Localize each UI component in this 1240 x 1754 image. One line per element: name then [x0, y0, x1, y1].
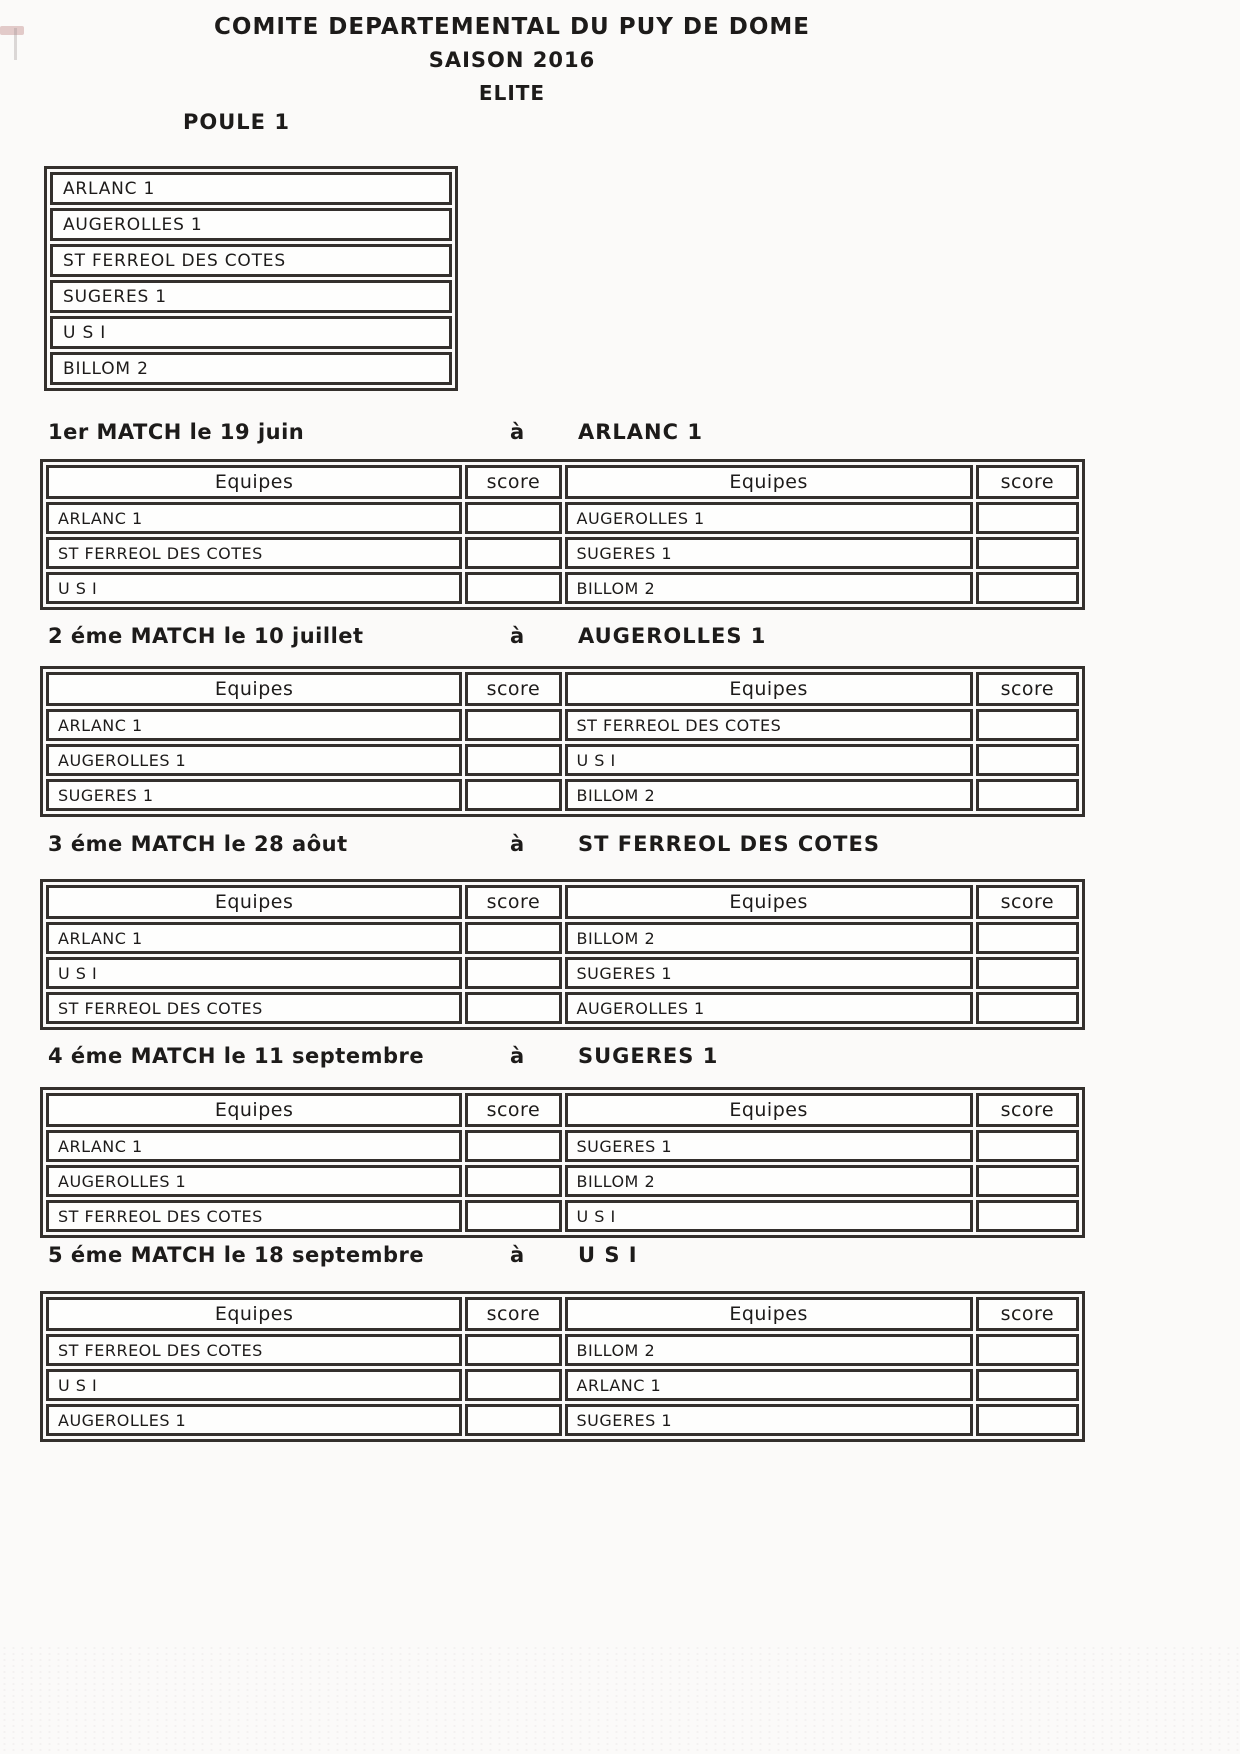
home-team-cell: ARLANC 1 — [46, 1130, 462, 1162]
table-header-row — [46, 672, 1079, 706]
away-team-cell: BILLOM 2 — [565, 922, 973, 954]
away-score-cell — [976, 744, 1079, 776]
home-score-cell — [465, 922, 561, 954]
away-team-cell: ST FERREOL DES COTES — [565, 709, 973, 741]
home-score-cell — [465, 1369, 561, 1401]
home-score-cell — [465, 709, 561, 741]
away-team-cell: AUGEROLLES 1 — [565, 992, 973, 1024]
score-header: score — [976, 885, 1079, 919]
equipes-header: Equipes — [46, 1297, 462, 1331]
away-score-cell — [976, 1165, 1079, 1197]
season-subtitle: SAISON 2016 — [428, 48, 596, 72]
match-1-at: à — [510, 420, 525, 444]
equipes-header: Equipes — [46, 1093, 462, 1127]
table-row — [46, 1369, 1079, 1401]
equipes-header: Equipes — [565, 1297, 973, 1331]
home-score-cell — [465, 1200, 561, 1232]
team-row — [50, 208, 452, 241]
away-score-cell — [976, 779, 1079, 811]
table-row — [46, 922, 1079, 954]
table-header-row — [46, 1297, 1079, 1331]
away-team-cell: SUGERES 1 — [565, 957, 973, 989]
match-4-at: à — [510, 1044, 525, 1068]
home-score-cell — [465, 1165, 561, 1197]
table-row — [46, 537, 1079, 569]
away-score-cell — [976, 992, 1079, 1024]
home-score-cell — [465, 744, 561, 776]
away-team-cell: BILLOM 2 — [565, 572, 973, 604]
table-row — [46, 1404, 1079, 1436]
match-5-at: à — [510, 1243, 525, 1267]
home-team-cell: AUGEROLLES 1 — [46, 744, 462, 776]
equipes-header: Equipes — [46, 465, 462, 499]
home-team-cell: AUGEROLLES 1 — [46, 1404, 462, 1436]
table-header-row — [46, 1093, 1079, 1127]
match-2-title: 2 éme MATCH le 10 juillet — [48, 624, 364, 648]
team-name: AUGEROLLES 1 — [50, 208, 452, 241]
match-3-at: à — [510, 832, 525, 856]
away-team-cell: U S I — [565, 744, 973, 776]
away-team-cell: SUGERES 1 — [565, 537, 973, 569]
team-name: BILLOM 2 — [50, 352, 452, 385]
score-header: score — [465, 1093, 561, 1127]
table-row — [46, 1130, 1079, 1162]
home-team-cell: ARLANC 1 — [46, 922, 462, 954]
away-score-cell — [976, 1130, 1079, 1162]
home-score-cell — [465, 1404, 561, 1436]
match-5-venue: U S I — [578, 1243, 638, 1267]
score-header: score — [976, 1093, 1079, 1127]
team-row — [50, 316, 452, 349]
score-header: score — [465, 465, 561, 499]
away-team-cell: BILLOM 2 — [565, 1334, 973, 1366]
table-row — [46, 502, 1079, 534]
home-score-cell — [465, 957, 561, 989]
team-row — [50, 352, 452, 385]
match-3-heading — [48, 832, 1148, 860]
table-row — [46, 744, 1079, 776]
away-score-cell — [976, 502, 1079, 534]
match-4-heading — [48, 1044, 1148, 1072]
score-header: score — [465, 1297, 561, 1331]
away-team-cell: BILLOM 2 — [565, 1165, 973, 1197]
equipes-header: Equipes — [565, 885, 973, 919]
away-score-cell — [976, 922, 1079, 954]
home-team-cell: U S I — [46, 1369, 462, 1401]
match-5-heading — [48, 1243, 1148, 1271]
equipes-header: Equipes — [46, 885, 462, 919]
table-row — [46, 779, 1079, 811]
match-3-table — [40, 879, 1085, 1030]
team-row — [50, 172, 452, 205]
table-row — [46, 992, 1079, 1024]
away-score-cell — [976, 1334, 1079, 1366]
table-header-row — [46, 465, 1079, 499]
team-list — [44, 166, 458, 391]
match-5-table — [40, 1291, 1085, 1442]
away-score-cell — [976, 1404, 1079, 1436]
table-row — [46, 957, 1079, 989]
away-score-cell — [976, 957, 1079, 989]
table-row — [46, 1200, 1079, 1232]
match-1-heading — [48, 420, 1148, 448]
home-score-cell — [465, 537, 561, 569]
match-4-venue: SUGERES 1 — [578, 1044, 719, 1068]
equipes-header: Equipes — [565, 465, 973, 499]
home-team-cell: ARLANC 1 — [46, 502, 462, 534]
home-score-cell — [465, 572, 561, 604]
score-header: score — [976, 465, 1079, 499]
match-4-title: 4 éme MATCH le 11 septembre — [48, 1044, 425, 1068]
home-score-cell — [465, 502, 561, 534]
match-2-table — [40, 666, 1085, 817]
away-team-cell: BILLOM 2 — [565, 779, 973, 811]
table-row — [46, 709, 1079, 741]
score-header: score — [976, 1297, 1079, 1331]
team-name: SUGERES 1 — [50, 280, 452, 313]
match-1-venue: ARLANC 1 — [578, 420, 703, 444]
home-team-cell: ST FERREOL DES COTES — [46, 992, 462, 1024]
match-5-title: 5 éme MATCH le 18 septembre — [48, 1243, 425, 1267]
team-name: U S I — [50, 316, 452, 349]
match-1-table — [40, 459, 1085, 610]
away-score-cell — [976, 1200, 1079, 1232]
home-team-cell: SUGERES 1 — [46, 779, 462, 811]
scan-noise-band — [0, 1645, 1240, 1754]
home-team-cell: AUGEROLLES 1 — [46, 1165, 462, 1197]
match-2-heading — [48, 624, 1148, 652]
away-score-cell — [976, 709, 1079, 741]
table-row — [46, 1334, 1079, 1366]
table-header-row — [46, 885, 1079, 919]
home-team-cell: U S I — [46, 572, 462, 604]
poule-label: POULE 1 — [183, 110, 290, 134]
home-score-cell — [465, 992, 561, 1024]
match-1-title: 1er MATCH le 19 juin — [48, 420, 305, 444]
team-name: ARLANC 1 — [50, 172, 452, 205]
division-subtitle: ELITE — [478, 81, 546, 105]
home-score-cell — [465, 779, 561, 811]
home-team-cell: ST FERREOL DES COTES — [46, 537, 462, 569]
away-team-cell: U S I — [565, 1200, 973, 1232]
score-header: score — [976, 672, 1079, 706]
match-2-venue: AUGEROLLES 1 — [578, 624, 767, 648]
equipes-header: Equipes — [565, 1093, 973, 1127]
table-row — [46, 1165, 1079, 1197]
team-name: ST FERREOL DES COTES — [50, 244, 452, 277]
away-team-cell: SUGERES 1 — [565, 1404, 973, 1436]
away-score-cell — [976, 572, 1079, 604]
match-4-table — [40, 1087, 1085, 1238]
home-team-cell: U S I — [46, 957, 462, 989]
home-team-cell: ST FERREOL DES COTES — [46, 1334, 462, 1366]
away-score-cell — [976, 1369, 1079, 1401]
match-2-at: à — [510, 624, 525, 648]
page-title: COMITE DEPARTEMENTAL DU PUY DE DOME — [214, 14, 810, 40]
away-team-cell: AUGEROLLES 1 — [565, 502, 973, 534]
away-team-cell: SUGERES 1 — [565, 1130, 973, 1162]
team-row — [50, 280, 452, 313]
home-score-cell — [465, 1130, 561, 1162]
home-team-cell: ARLANC 1 — [46, 709, 462, 741]
away-score-cell — [976, 537, 1079, 569]
home-score-cell — [465, 1334, 561, 1366]
away-team-cell: ARLANC 1 — [565, 1369, 973, 1401]
table-row — [46, 572, 1079, 604]
score-header: score — [465, 672, 561, 706]
equipes-header: Equipes — [46, 672, 462, 706]
home-team-cell: ST FERREOL DES COTES — [46, 1200, 462, 1232]
equipes-header: Equipes — [565, 672, 973, 706]
team-row — [50, 244, 452, 277]
match-3-venue: ST FERREOL DES COTES — [578, 832, 880, 856]
match-3-title: 3 éme MATCH le 28 aôut — [48, 832, 348, 856]
score-header: score — [465, 885, 561, 919]
